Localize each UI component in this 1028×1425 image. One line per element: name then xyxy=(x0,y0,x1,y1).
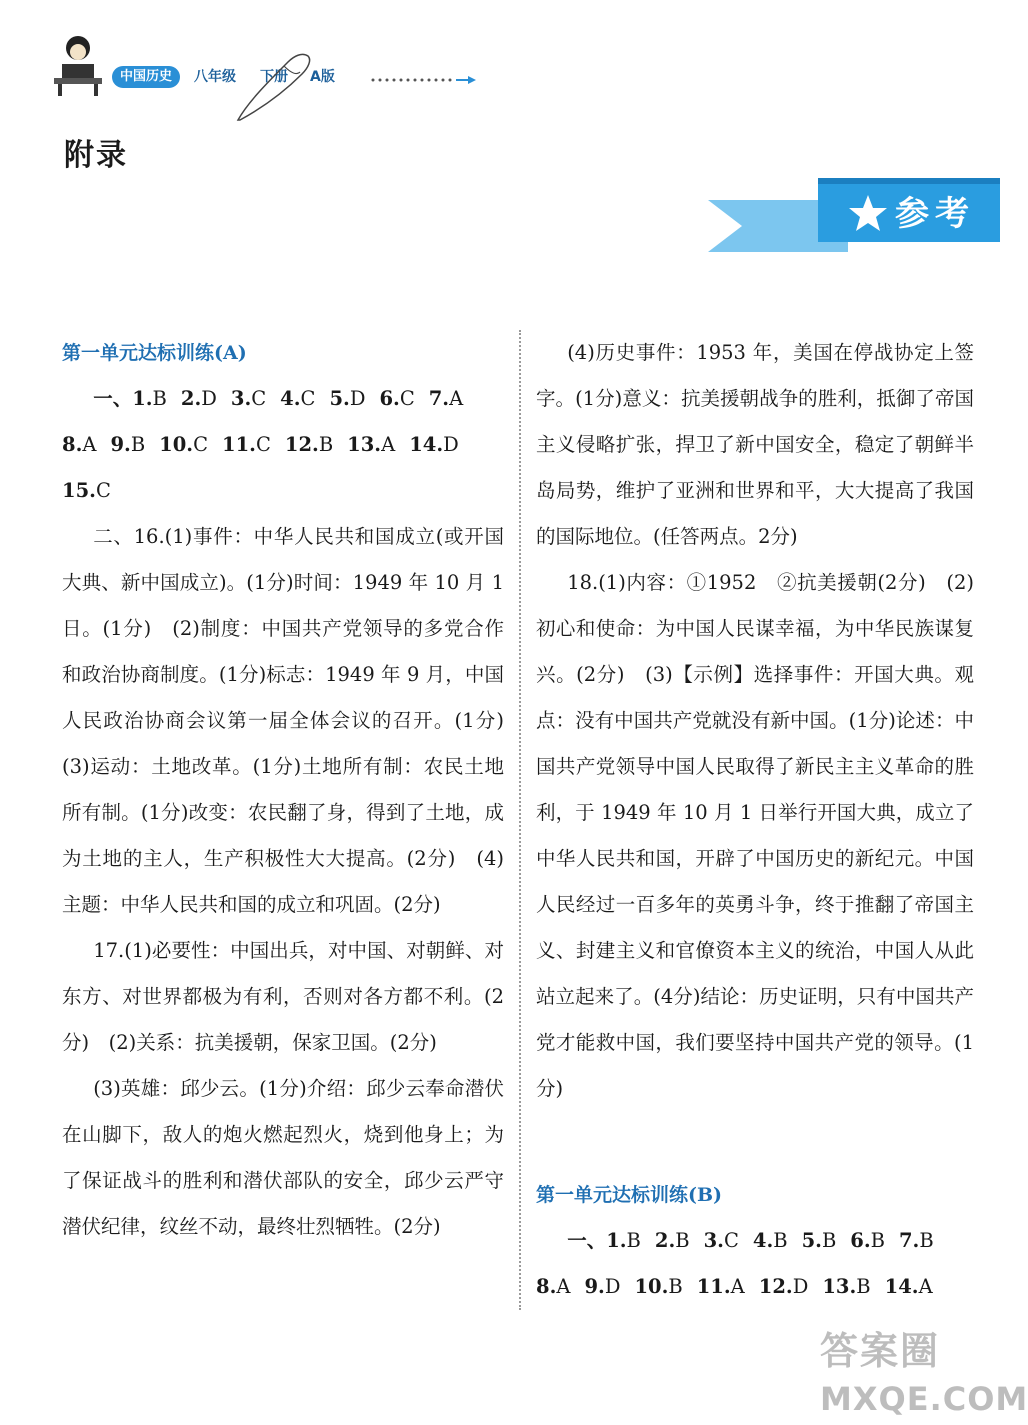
section-b-answer-item: 7.B xyxy=(898,1229,934,1252)
appendix-title: 附录 xyxy=(64,138,128,173)
page-header xyxy=(48,30,508,120)
section-a-answer-item: 7.A xyxy=(428,387,464,410)
section-a-answer-item: 12.B xyxy=(284,433,334,456)
section-a-answer-item: 4.C xyxy=(280,387,316,410)
section-b-answer-item: 10.B xyxy=(634,1275,683,1298)
section-a-answers xyxy=(62,376,504,514)
section-b-title: 第一单元达标训练(B) xyxy=(536,1184,723,1206)
student-reader-icon xyxy=(48,30,108,100)
section-a-answer-item: 11.C xyxy=(222,433,271,456)
section-a-answer-row xyxy=(62,422,504,468)
section-a-answer-item: 8.A xyxy=(62,433,97,456)
section-a-q17-part2: (3)英雄：邱少云。(1分)介绍：邱少云奉命潜伏在山脚下，敌人的炮火燃起烈火，烧到他身上；为了保证战斗的胜利和潜伏部队的安全，邱少云严守潜伏纪律，纹丝不动，最终壮烈牺牲。(2分) xyxy=(62,1077,504,1238)
section-a-answer-item: 5.D xyxy=(329,387,366,410)
section-a-answer-row xyxy=(62,468,504,514)
column-divider xyxy=(519,330,521,1310)
section-a-answer-item: 14.D xyxy=(409,433,459,456)
section-b-answer-item: 12.D xyxy=(758,1275,809,1298)
section-a-answer-row xyxy=(62,376,504,422)
left-column xyxy=(62,330,524,1250)
section-a-title: 第一单元达标训练(A) xyxy=(62,342,247,364)
grade-label: 八年级 xyxy=(194,69,236,85)
watermark-logo: 答案圈 xyxy=(820,1329,941,1373)
section-a-q17-part3: (4)历史事件：1953 年，美国在停战协定上签字。(1分)意义：抗美援朝战争的胜利，抵御了帝国主义侵略扩张，捍卫了新中国安全，稳定了朝鲜半岛局势，维护了亚洲和世界和平，大大提高了我国的国际地位。(任答两点。2分) xyxy=(536,341,974,548)
section-a-q16: 二、16.(1)事件：中华人民共和国成立(或开国大典、新中国成立)。(1分)时间：1949 年 10 月 1 日。(1分) (2)制度：中国共产党领导的多党合作和政治协商制度。(1分)标志：1949 年 9 月，中国人民政治协商会议第一届全体会议的召开。(1分) (3)运动：土地改革。(1分)土地所有制：农民土地所有制。(1分)改变：农民翻了身，得到了土地，成为土地的主人，生产积极性大大提高。(2分) (4)主题：中华人民共和国的成立和巩固。(2分) xyxy=(62,525,524,916)
section-b-answer-item: 5.B xyxy=(801,1229,837,1252)
volume-label: 下册 xyxy=(260,69,288,85)
section-b-answer-item: 8.A xyxy=(536,1275,571,1298)
section-b-answer-item: 13.B xyxy=(822,1275,871,1298)
arrow-dots-icon xyxy=(370,74,480,86)
watermark-url: MXQE.COM xyxy=(820,1380,1028,1418)
section-a-answer-item: 9.B xyxy=(110,433,146,456)
ribbon-label: 参考 xyxy=(895,194,975,234)
edition-label: A版 xyxy=(310,69,335,85)
section-a-answer-item: 2.D xyxy=(180,387,217,410)
section-a-answer-item: 一、1.B xyxy=(93,387,167,410)
section-a-answer-item: 3.C xyxy=(230,387,267,410)
section-b-answer-item: 11.A xyxy=(696,1275,745,1298)
section-b-answer-row xyxy=(536,1218,974,1264)
pencil-sketch-icon xyxy=(228,42,318,122)
section-b-answers xyxy=(536,1218,974,1310)
section-a-answer-item: 15.C xyxy=(62,479,111,502)
section-b-answer-item: 14.A xyxy=(884,1275,933,1298)
section-b-answer-item: 一、1.B xyxy=(567,1229,641,1252)
right-column xyxy=(536,330,974,1310)
section-a-answer-item: 13.A xyxy=(347,433,396,456)
star-icon xyxy=(848,193,888,233)
section-b-answer-row xyxy=(536,1264,974,1310)
section-a-answer-item: 10.C xyxy=(159,433,209,456)
section-a-q17-part1: 17.(1)必要性：中国出兵，对中国、对朝鲜、对东方、对世界都极为有利，否则对各方都不利。(2分) (2)关系：抗美援朝，保家卫国。(2分) xyxy=(62,939,504,1054)
section-a-q18: 18.(1)内容：①1952 ②抗美援朝(2分) (2)初心和使命：为中国人民谋幸福，为中华民族谋复兴。(2分) (3)【示例】选择事件：开国大典。观点：没有中国共产党就没有新中国。(1分)论述：中国共产党领导中国人民取得了新民主主义革命的胜利，于 1949 年 10 月 1 日举行开国大典，成立了中华人民共和国，开辟了中国历史的新纪元。中国人民经过一百多年的英勇斗争，终于推翻了帝国主义、封建主义和官僚资本主义的统治，中国人从此站立起来了。(4分)结论：历史证明，只有中国共产党才能救中国，我们要坚持中国共产党的领导。(1分) xyxy=(536,571,974,1100)
section-b-answer-item: 2.B xyxy=(654,1229,690,1252)
section-b-answer-item: 9.D xyxy=(584,1275,621,1298)
subject-pill: 中国历史 xyxy=(112,66,180,88)
section-a-answer-item: 6.C xyxy=(379,387,415,410)
section-b-answer-item: 3.C xyxy=(703,1229,739,1252)
section-b-answer-item: 4.B xyxy=(752,1229,788,1252)
section-b-answer-item: 6.B xyxy=(850,1229,885,1252)
watermark xyxy=(820,1320,1028,1425)
